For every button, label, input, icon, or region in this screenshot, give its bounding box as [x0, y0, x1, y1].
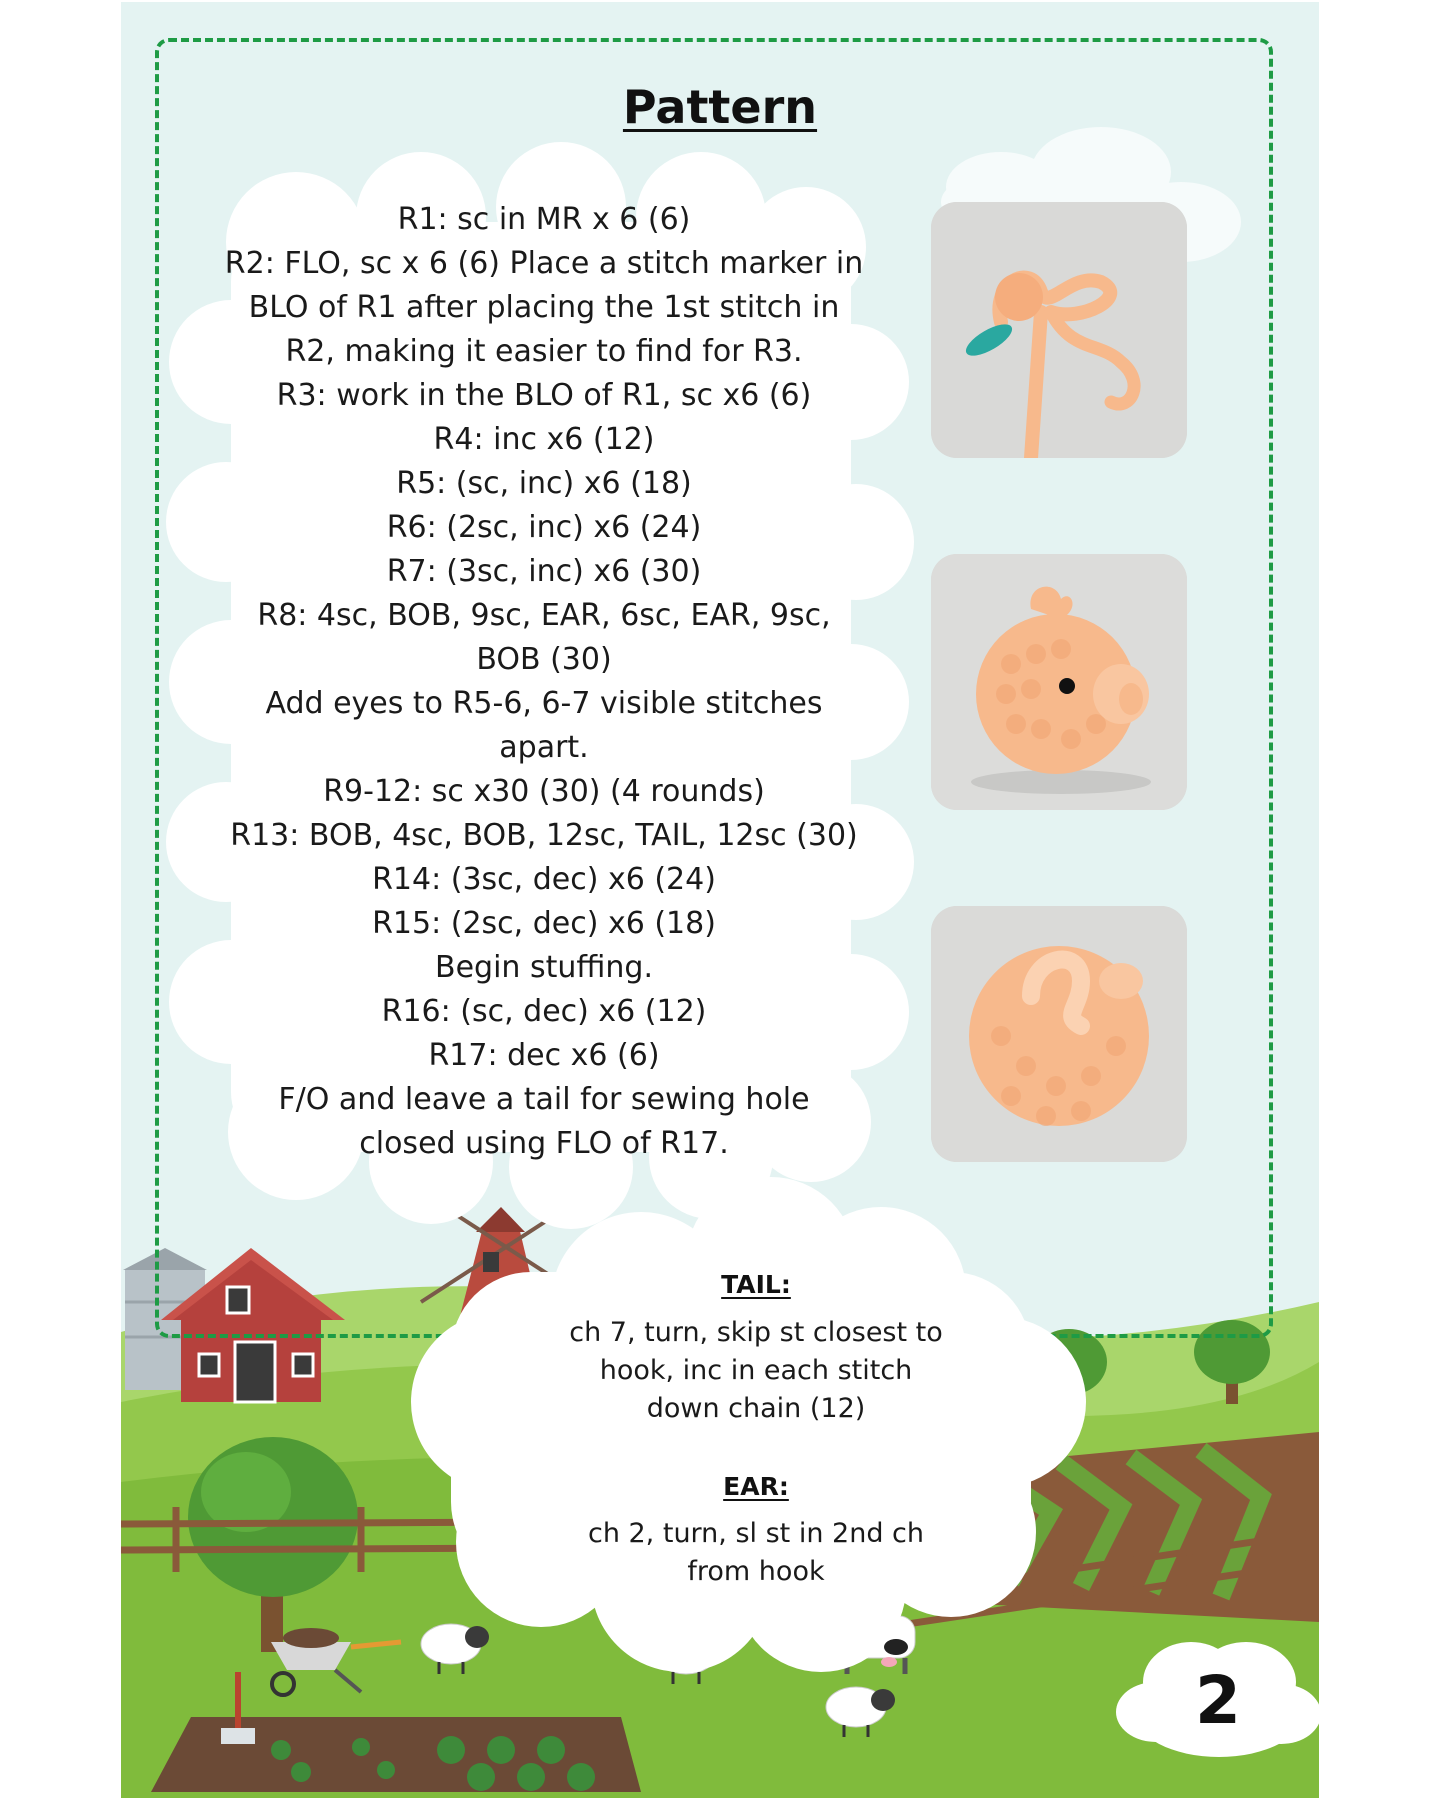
instruction-line: apart. — [499, 730, 589, 765]
instruction-line: BOB (30) — [476, 642, 612, 677]
tail-line-3: down chain (12) — [646, 1393, 866, 1424]
instruction-line: R9-12: sc x30 (30) (4 rounds) — [323, 774, 765, 809]
tail-line-1: ch 7, turn, skip st closest to — [569, 1317, 943, 1348]
instruction-line: R3: work in the BLO of R1, sc x6 (6) — [276, 378, 812, 413]
ear-instructions — [521, 1515, 991, 1591]
instruction-line: R6: (2sc, inc) x6 (24) — [386, 510, 702, 545]
instruction-line: R2: FLO, sc x 6 (6) Place a stitch marker in — [224, 246, 864, 281]
instruction-line: Add eyes to R5-6, 6-7 visible stitches — [265, 686, 823, 721]
tail-line-2: hook, inc in each stitch — [599, 1355, 913, 1386]
instruction-line: R5: (sc, inc) x6 (18) — [396, 466, 692, 501]
instruction-line: Begin stuffing. — [435, 950, 653, 985]
page-title: Pattern — [622, 80, 818, 134]
instruction-line: R13: BOB, 4sc, BOB, 12sc, TAIL, 12sc (30) — [230, 818, 858, 853]
instruction-line: R1: sc in MR x 6 (6) — [397, 202, 691, 237]
instruction-line: BLO of R1 after placing the 1st stitch in — [248, 290, 840, 325]
instruction-line: R4: inc x6 (12) — [433, 422, 655, 457]
instruction-line: R16: (sc, dec) x6 (12) — [381, 994, 707, 1029]
pattern-page — [121, 2, 1319, 1798]
page-number: 2 — [1195, 1662, 1241, 1739]
instruction-line: closed using FLO of R17. — [359, 1126, 729, 1161]
instruction-line: R17: dec x6 (6) — [428, 1038, 660, 1073]
instruction-line: R2, making it easier to find for R3. — [285, 334, 803, 369]
instruction-line: R14: (3sc, dec) x6 (24) — [372, 862, 716, 897]
ear-line-2: from hook — [687, 1556, 825, 1587]
tail-heading: TAIL: — [721, 1270, 791, 1299]
ear-line-1: ch 2, turn, sl st in 2nd ch — [587, 1518, 925, 1549]
instruction-line: F/O and leave a tail for sewing hole — [278, 1082, 810, 1117]
instruction-line: R15: (2sc, dec) x6 (18) — [372, 906, 716, 941]
tail-instructions — [521, 1314, 991, 1428]
instruction-line: R8: 4sc, BOB, 9sc, EAR, 6sc, EAR, 9sc, — [257, 598, 831, 633]
instruction-line: R7: (3sc, inc) x6 (30) — [386, 554, 702, 589]
ear-heading: EAR: — [723, 1472, 789, 1501]
